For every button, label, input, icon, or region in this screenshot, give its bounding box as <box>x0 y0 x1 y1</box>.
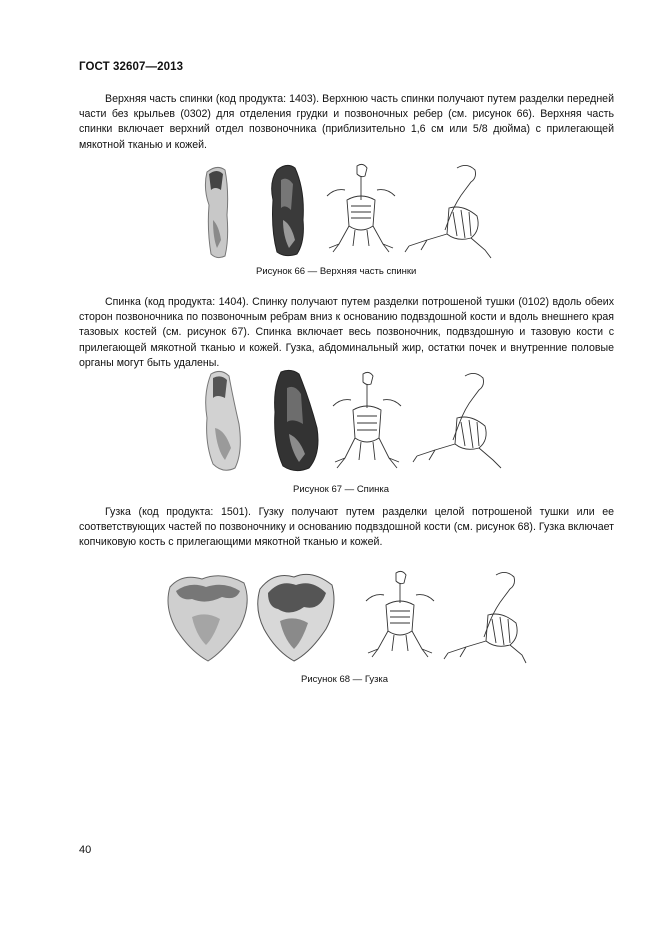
skeleton-front-diagram <box>327 164 395 252</box>
meat-piece-photo-dark <box>272 165 304 255</box>
paragraph-tail: Гузка (код продукта: 1501). Гузку получают путем разделки целой потрошеной тушки или ее соответствующих частей по позвоночнику и основанию подвздошной кости (см. рисунок 68). Гузка включает копчиковую кость с прилегающими мякотной тканью и кожей. <box>79 506 614 549</box>
figure-68-caption: Рисунок 68 — Гузка <box>301 674 389 685</box>
figure-66-caption: Рисунок 66 — Верхняя часть спинки <box>256 266 417 277</box>
paragraph-upper-back: Верхняя часть спинки (код продукта: 1403). Верхнюю часть спинки получают путем разделки передней части без крыльев (0302) для отделения грудки и позвоночных ребер (см. рисунок 66). Верхняя часть спинки включает верхний отдел позвоночника (приблизительно 1,6 см или 5/8 дюйма) с прилегающей мякотной тканью и кожей. <box>79 93 614 151</box>
meat-piece-photo-dark <box>258 574 334 661</box>
figure-67-caption: Рисунок 67 — Спинка <box>293 484 390 495</box>
meat-piece-photo-light <box>206 371 241 470</box>
figure-67 <box>195 368 515 476</box>
skeleton-side-diagram <box>405 165 491 258</box>
skeleton-front-diagram <box>366 571 434 657</box>
skeleton-side-diagram <box>444 572 526 663</box>
meat-piece-photo-light <box>205 167 227 257</box>
figure-68 <box>162 567 532 667</box>
meat-piece-photo-dark <box>275 370 318 470</box>
skeleton-front-diagram <box>333 372 401 468</box>
figure-66 <box>195 160 495 260</box>
document-header: ГОСТ 32607—2013 <box>79 61 184 73</box>
paragraph-back: Спинка (код продукта: 1404). Спинку получают путем разделки потрошеной тушки (0102) вдоль обеих сторон позвоночника по позвоночным ребрам вниз к основанию подвздошной кости и вдоль внешнего края тазовых костей (см. рисунок 67). Спинка включает весь позвоночник, подвздошную и тазовую кости с прилегающей мякотной тканью и кожей. Гузка, абдоминальный жир, остатки почек и внутренние половые органы могут быть удалены. <box>79 296 614 369</box>
meat-piece-photo-light <box>168 576 247 661</box>
skeleton-side-diagram <box>413 373 501 468</box>
page-number: 40 <box>79 844 92 856</box>
